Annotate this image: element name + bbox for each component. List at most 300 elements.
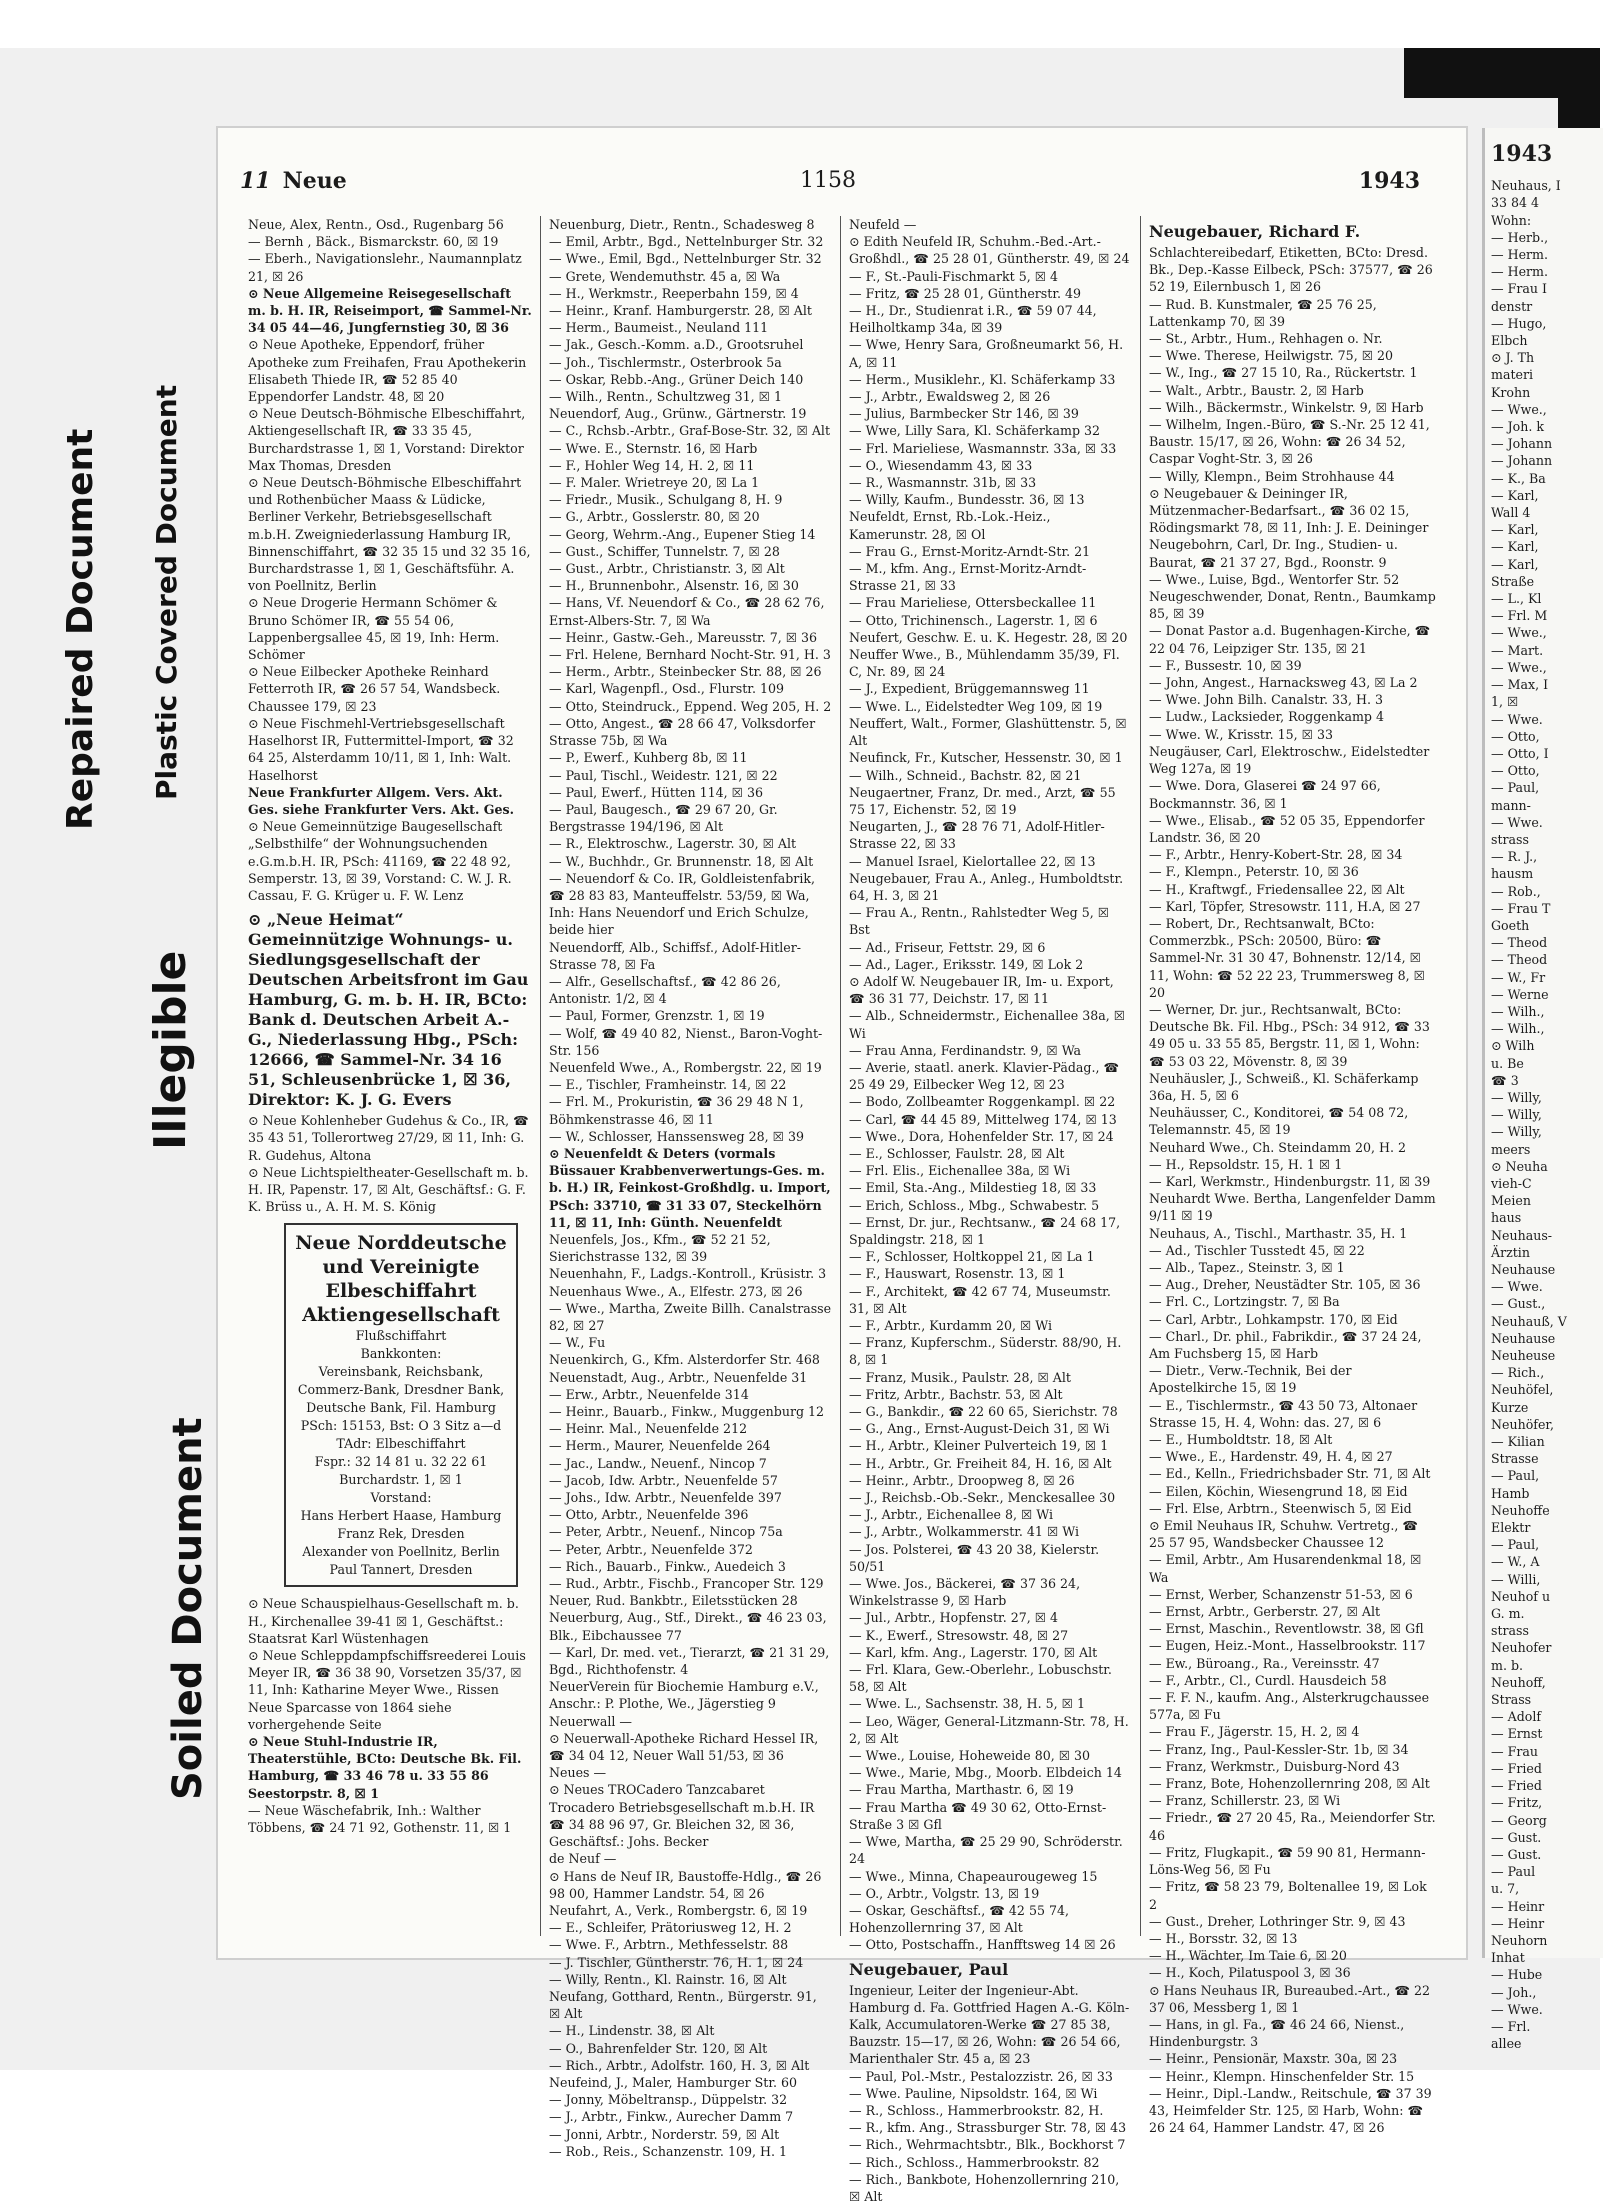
next-page-line: — Theod — [1491, 952, 1548, 968]
directory-entry: — R., Wasmannstr. 31b, ☒ 33 — [849, 475, 1037, 491]
directory-entry: — G., Arbtr., Gosslerstr. 80, ☒ 20 — [549, 509, 760, 525]
directory-entry: de Neuf — — [549, 1851, 617, 1867]
next-page-line: — R. J., — [1491, 849, 1538, 865]
directory-entry: — J., Arbtr., Eichenallee 8, ☒ Wi — [849, 1507, 1054, 1523]
directory-entry: — J., Arbtr., Ewaldsweg 2, ☒ 26 — [849, 389, 1051, 405]
directory-entry: — Wwe., Martha, Zweite Billh. Canalstrasse 82, ☒ 27 — [549, 1300, 832, 1333]
next-page-line: Neuhof u — [1491, 1588, 1551, 1604]
directory-entry: Neugebauer, Paul — [849, 1959, 1009, 1979]
next-page-line: Neuhofer — [1491, 1640, 1552, 1656]
directory-entry: — F., Architekt, ☎ 42 67 74, Museumstr. 31, ☒ Alt — [849, 1283, 1111, 1316]
directory-entry: — Wolf, ☎ 49 40 82, Nienst., Baron-Voght-Str. 156 — [549, 1025, 823, 1058]
directory-entry: — Carl, Arbtr., Lohkampstr. 170, ☒ Eid — [1149, 1311, 1398, 1327]
directory-entry: — Eugen, Heiz.-Mont., Hasselbrookstr. 117 — [1149, 1638, 1426, 1654]
directory-entry: — W., Ing., ☎ 27 15 10, Ra., Rückertstr. 1 — [1149, 365, 1418, 381]
directory-entry: — Walt., Arbtr., Baustr. 2, ☒ Harb — [1149, 382, 1364, 398]
directory-entry: — Wwe., Dora, Hohenfelder Str. 17, ☒ 24 — [849, 1128, 1114, 1144]
advertisement-line: Franz Rek, Dresden — [337, 1526, 465, 1542]
next-page-line: mann- — [1491, 797, 1531, 813]
directory-entry: Neufeind, J., Maler, Hamburger Str. 60 — [549, 2074, 798, 2090]
directory-entry: — Robert, Dr., Rechtsanwalt, BCto: Commerzbk., PSch: 20500, Büro: ☎ Sammel-Nr. 31 30 47, Bohnenstr. 12/14, ☒ 11, Wohn: ☎ 52 22 23, Trummersweg 8, ☒ 20 — [1149, 915, 1425, 1000]
next-page-line: Neuhorn — [1491, 1932, 1548, 1948]
next-page-line: — Max, I — [1491, 677, 1549, 693]
directory-entry: — Carl, ☎ 44 45 89, Mittelweg 174, ☒ 13 — [849, 1111, 1117, 1127]
next-page-line: Elektr — [1491, 1520, 1531, 1536]
directory-entry: ⊙ Neue Eilbecker Apotheke Reinhard Fetterroth IR, ☎ 26 57 54, Wandsbeck. Chaussee 179, ☒ 23 — [248, 664, 501, 714]
directory-entry: ⊙ „Neue Heimat“ Gemeinnützige Wohnungs- u. Siedlungsgesellschaft der Deutschen Arbeitsfront im Gau Hamburg, G. m. b. H. IR, BCto: Bank d. Deutschen Arbeit A.-G., Niederlassung Hbg., PSch: 12666, ☎ Sammel-Nr. 34 16 51, Schleusenbrücke 1, ☒ 36, Direktor: K. J. G. Evers — [248, 910, 529, 1110]
directory-entry: — Wwe. Pauline, Nipsoldstr. 164, ☒ Wi — [849, 2085, 1098, 2101]
directory-entry: ⊙ Neue Fischmehl-Vertriebsgesellschaft Haselhorst IR, Futtermittel-Import, ☎ 32 64 25, Alsterdamm 10/11, ☒ 1, Inh: Walt. Haselhorst — [248, 715, 514, 783]
directory-entry: — F., Arbtr., Henry-Kobert-Str. 28, ☒ 34 — [1149, 847, 1403, 863]
next-page-line: Krohn — [1491, 384, 1531, 400]
next-page-line: ⊙ J. Th — [1491, 350, 1535, 366]
next-page-line: — Werne — [1491, 986, 1549, 1002]
directory-entry: — Jonny, Möbeltransp., Düppelstr. 32 — [549, 2092, 788, 2108]
directory-entry: ⊙ Neue Apotheke, Eppendorf, früher Apotheke zum Freihafen, Frau Apothekerin Elisabeth Thiede IR, ☎ 52 85 40 Eppendorfer Landstr. 48, ☒ 20 — [248, 337, 527, 405]
directory-entry: Neugebauer, Richard F. — [1149, 222, 1361, 241]
directory-entry: — Wwe. Jos., Bäckerei, ☎ 37 36 24, Winkelstrasse 9, ☒ Harb — [849, 1576, 1081, 1609]
directory-entry: — Heinr., Dipl.-Landw., Reitschule, ☎ 37 39 43, Heimfelder Str. 125, ☒ Harb, Wohn: ☎ 26 24 64, Hammer Landstr. 47, ☒ 26 — [1149, 2085, 1432, 2136]
directory-entry: — Frl. Else, Arbtrn., Steenwisch 5, ☒ Eid — [1149, 1500, 1412, 1516]
advertisement-line: Alexander von Poellnitz, Berlin — [302, 1544, 500, 1560]
directory-entry: — Wwe. E., Sternstr. 16, ☒ Harb — [549, 440, 758, 456]
directory-entry: — Oskar, Geschäftsf., ☎ 42 55 74, Hohenzollernring 37, ☒ Alt — [849, 1902, 1069, 1936]
next-page-line: ⊙ Wilh — [1491, 1038, 1535, 1054]
directory-entry: — Wwe, Lilly Sara, Kl. Schäferkamp 32 — [849, 423, 1101, 439]
directory-entry: — Frl. Marieliese, Wasmannstr. 33a, ☒ 33 — [849, 440, 1117, 456]
next-page-line: 1, ☒ — [1491, 694, 1519, 710]
directory-entry: ⊙ Neue Kohlenheber Gudehus & Co., IR, ☎ 35 43 51, Tollerortweg 27/29, ☒ 11, Inh: G. R. Gudehus, Altona — [248, 1113, 529, 1163]
directory-entry: — F., Klempn., Peterstr. 10, ☒ 36 — [1149, 864, 1359, 880]
directory-entry: — Wilh., Schneid., Bachstr. 82, ☒ 21 — [849, 767, 1082, 783]
next-page-line: — Joh. k — [1491, 419, 1544, 435]
next-page-line: meers — [1491, 1141, 1531, 1157]
next-page-line: — Frl. — [1491, 2018, 1531, 2034]
directory-entry: Neue, Alex, Rentn., Osd., Rugenbarg 56 — [248, 217, 504, 232]
directory-entry: ⊙ Neue Allgemeine Reisegesellschaft m. b. H. IR, Reiseimport, ☎ Sammel-Nr. 34 05 44—46, Jungfernstieg 30, ☒ 36 — [248, 285, 532, 336]
directory-entry: — Wwe. Therese, Heilwigstr. 75, ☒ 20 — [1149, 348, 1394, 364]
directory-entry: — Paul, Former, Grenzstr. 1, ☒ 19 — [549, 1008, 765, 1024]
directory-entry: — H., Wächter, Im Taie 6, ☒ 20 — [1149, 1948, 1347, 1964]
directory-entry: — Ad., Lager., Eriksstr. 149, ☒ Lok 2 — [849, 956, 1084, 972]
next-page-line: — Frau — [1491, 1743, 1538, 1759]
directory-entry: Neufinck, Fr., Kutscher, Hessenstr. 30, ☒ 1 — [849, 750, 1123, 766]
directory-entry: — J., Reichsb.-Ob.-Sekr., Menckesallee 30 — [849, 1490, 1116, 1506]
advertisement-box — [284, 1223, 518, 1587]
directory-entry: — H., Lindenstr. 38, ☒ Alt — [549, 2023, 715, 2039]
directory-entry: — Wilh., Bäckermstr., Winkelstr. 9, ☒ Harb — [1149, 399, 1424, 415]
directory-entry: — E., Humboldtstr. 18, ☒ Alt — [1149, 1432, 1333, 1448]
directory-entry: ⊙ Neue Deutsch-Böhmische Elbeschiffahrt, Aktiengesellschaft IR, ☎ 33 35 45, Burchardstrasse 1, ☒ 1, Vorstand: Direktor Max Thomas, Dresden — [248, 406, 526, 473]
directory-entry: — Friedr., ☎ 27 20 45, Ra., Meiendorfer Str. 46 — [1149, 1810, 1436, 1843]
directory-entry: — H., Repsoldstr. 15, H. 1 ☒ 1 — [1149, 1156, 1343, 1172]
next-page-line: — W., A — [1491, 1554, 1540, 1570]
directory-entry: — Leo, Wäger, General-Litzmann-Str. 78, H. 2, ☒ Alt — [849, 1713, 1129, 1746]
directory-entry: — Wwe., E., Hardenstr. 49, H. 4, ☒ 27 — [1149, 1449, 1393, 1465]
directory-entry: — Rud. B. Kunstmaler, ☎ 25 76 25, Lattenkamp 70, ☒ 39 — [1149, 296, 1377, 329]
directory-entry: — Ed., Kelln., Friedrichsbader Str. 71, ☒ Alt — [1149, 1466, 1431, 1482]
directory-entry: — E., Schlosser, Faulstr. 28, ☒ Alt — [849, 1145, 1065, 1161]
directory-entry: — Erw., Arbtr., Neuenfelde 314 — [549, 1386, 749, 1402]
directory-entry: ⊙ Neuenfeldt & Deters (vormals Büssauer Krabbenverwertungs-Ges. m. b. H.) IR, Feinkost-Großhdlg. u. Import, PSch: 33710, ☎ 31 33 07, Steckelhörn 11, ☒ 11, Inh: Günth. Neuenfeldt — [549, 1145, 831, 1230]
directory-entry: Neuffert, Walt., Former, Glashüttenstr. 5, ☒ Alt — [849, 715, 1127, 749]
directory-entry: Neugeschwender, Donat, Rentn., Baumkamp 85, ☒ 39 — [1149, 589, 1436, 622]
directory-entry: — Dietr., Verw.-Technik, Bei der Apostelkirche 15, ☒ 19 — [1149, 1363, 1352, 1396]
directory-entry: Neuenfeld Wwe., A., Rombergstr. 22, ☒ 19 — [549, 1059, 822, 1075]
directory-entry: — Johs., Idw. Arbtr., Neuenfelde 397 — [549, 1490, 782, 1506]
next-page-line: — Karl, — [1491, 539, 1539, 555]
directory-entry: — Alb., Schneidermstr., Eichenallee 38a, ☒ Wi — [849, 1008, 1126, 1041]
directory-entry: — Willy, Rentn., Kl. Rainstr. 16, ☒ Alt — [549, 1971, 787, 1987]
directory-entry: — F., Arbtr., Cl., Curdl. Hausdeich 58 — [1149, 1672, 1387, 1688]
column-3 — [840, 216, 1140, 2204]
directory-entry: — Herm., Baumeist., Neuland 111 — [549, 320, 769, 336]
directory-entry: Neugebohrn, Carl, Dr. Ing., Studien- u. Baurat, ☎ 21 37 27, Bgd., Roonstr. 9 — [1149, 537, 1398, 570]
next-page-line: — Wilh., — [1491, 1003, 1545, 1019]
next-page-line: Inhat — [1491, 1950, 1525, 1966]
directory-entry: — H., Borsstr. 32, ☒ 13 — [1149, 1930, 1298, 1946]
directory-entry: — St., Arbtr., Hum., Rehhagen o. Nr. — [1149, 331, 1383, 347]
directory-entry: ⊙ Neue Stuhl-Industrie IR, Theaterstühle, BCto: Deutsche Bk. Fil. Hamburg, ☎ 33 46 78 u. 33 55 86 Seestorpstr. 8, ☒ 1 — [248, 1733, 522, 1801]
next-page-line: — Theod — [1491, 935, 1548, 951]
directory-entry: — Wwe. John Bilh. Canalstr. 33, H. 3 — [1149, 692, 1384, 708]
directory-entry: — Karl, Werkmstr., Hindenburgstr. 11, ☒ 39 — [1149, 1173, 1431, 1189]
directory-entry: — H., Dr., Studienrat i.R., ☎ 59 07 44, Heilholtkamp 34a, ☒ 39 — [849, 303, 1097, 336]
directory-entry: — Frau Martha, Marthastr. 6, ☒ 19 — [849, 1782, 1074, 1798]
directory-entry: — Erich, Schloss., Mbg., Schwabestr. 5 — [849, 1197, 1100, 1213]
next-page-line: denstr — [1491, 298, 1533, 314]
next-page-line: — Wilh., — [1491, 1021, 1545, 1037]
directory-page — [218, 128, 1466, 2204]
directory-entry: — F., Arbtr., Kurdamm 20, ☒ Wi — [849, 1318, 1053, 1333]
directory-entry: — Herm., Musiklehr., Kl. Schäferkamp 33 — [849, 371, 1116, 387]
directory-entry: — Heinr., Arbtr., Droopweg 8, ☒ 26 — [849, 1472, 1075, 1488]
directory-entry: Neufahrt, A., Verk., Rombergstr. 6, ☒ 19 — [549, 1902, 808, 1918]
directory-entry: — P., Ewerf., Kuhberg 8b, ☒ 11 — [549, 750, 748, 766]
directory-entry: — Wwe. L., Sachsenstr. 38, H. 5, ☒ 1 — [849, 1696, 1085, 1712]
directory-entry: — Frl. M., Prokuristin, ☎ 36 29 48 N 1, Böhmkenstrasse 46, ☒ 11 — [549, 1094, 804, 1127]
next-page-line: u. 7, — [1491, 1881, 1520, 1897]
next-page-line: — Wwe. — [1491, 1279, 1543, 1295]
directory-entry: ⊙ Neue Lichtspieltheater-Gesellschaft m. b. H. IR, Papenstr. 17, ☒ Alt, Geschäftsf.: G. F. K. Brüss u., A. H. M. S. König — [248, 1164, 529, 1215]
directory-entry: Neue Sparcasse von 1864 siehe vorhergehende Seite — [248, 1699, 452, 1732]
next-page-line: — Wwe. — [1491, 814, 1543, 830]
next-page-line: — Gust., — [1491, 1296, 1546, 1312]
next-page-line: — Wwe., — [1491, 625, 1547, 641]
next-page-line: — Karl, — [1491, 487, 1539, 503]
next-page-line: — Karl, — [1491, 556, 1539, 572]
directory-entry: — W., Schlosser, Hanssensweg 28, ☒ 39 — [549, 1128, 804, 1144]
next-page-line: Strass — [1491, 1692, 1532, 1708]
directory-entry: — Paul, Ewerf., Hütten 114, ☒ 36 — [549, 784, 763, 800]
advertisement-line: TAdr: Elbeschiffahrt — [336, 1436, 466, 1452]
directory-entry: ⊙ Adolf W. Neugebauer IR, Im- u. Export, ☎ 36 31 77, Deichstr. 17, ☒ 11 — [849, 973, 1114, 1007]
next-page-line: — Mart. — [1491, 642, 1544, 658]
directory-entry: — Karl, Wagenpfl., Osd., Flurstr. 109 — [549, 681, 784, 697]
directory-entry: ⊙ Neues TROCadero Tanzcabaret Trocadero Betriebsgesellschaft m.b.H. IR ☎ 34 88 96 97, Gr. Bleichen 32, ☒ 36, Geschäftsf.: Johs. Becker — [549, 1782, 815, 1850]
directory-entry: — E., Tischler, Framheinstr. 14, ☒ 22 — [549, 1077, 787, 1093]
directory-entry: — Joh., Tischlermstr., Osterbrook 5a — [549, 354, 782, 370]
directory-entry: Neufert, Geschw. E. u. K. Hegestr. 28, ☒ 20 — [849, 629, 1128, 645]
next-page-line: — Frl. M — [1491, 608, 1548, 624]
directory-entry: — Wwe., Emil, Bgd., Nettelnburger Str. 32 — [549, 251, 822, 267]
directory-entry: — Rich., Bankbote, Hohenzollernring 210, ☒ Alt — [849, 2171, 1120, 2204]
directory-entry: — Friedr., Musik., Schulgang 8, H. 9 — [549, 492, 783, 508]
next-page-line: strass — [1491, 1623, 1529, 1639]
next-page-line: — Gust. — [1491, 1829, 1542, 1845]
directory-entry: — Jak., Gesch.-Komm. a.D., Grootsruhel — [549, 337, 804, 353]
directory-entry: — Wilh., Rentn., Schultzweg 31, ☒ 1 — [549, 389, 782, 405]
directory-entry: ⊙ Neue Gemeinnützige Baugesellschaft „Selbsthilfe“ der Wohnungsuchenden e.G.m.b.H. IR, PSch: 41169, ☎ 22 48 92, Semperstr. 13, ☒ 39, Vorstand: C. W. J. R. Cassau, F. G. Krüger u. F. W. Lenz — [248, 819, 512, 903]
directory-entry: — Frau F., Jägerstr. 15, H. 2, ☒ 4 — [1149, 1724, 1360, 1740]
next-page-year: 1943 — [1491, 141, 1553, 167]
label-repaired-document: Repaired Document — [60, 428, 101, 830]
directory-entry: — W., Buchhdr., Gr. Brunnenstr. 18, ☒ Alt — [549, 853, 814, 869]
next-page-line: — Fried — [1491, 1778, 1542, 1794]
directory-entry: Neuendorf, Aug., Grünw., Gärtnerstr. 19 — [549, 406, 807, 422]
directory-entry: — E., Tischlermstr., ☎ 43 50 73, Altonaer Strasse 15, H. 4, Wohn: das. 27, ☒ 6 — [1149, 1397, 1418, 1430]
next-page-line: — Johann — [1491, 453, 1553, 469]
directory-entry: — Werner, Dr. jur., Rechtsanwalt, BCto: Deutsche Bk. Fil. Hbg., PSch: 34 912, ☎ 33 49 05 u. 33 55 85, Bergstr. 11, ☒ 1, Wohn: ☎ 53 03 22, Mövenstr. 8, ☒ 39 — [1149, 1001, 1430, 1069]
directory-entry: — Rich., Bauarb., Finkw., Auedeich 3 — [549, 1558, 786, 1574]
directory-entry: Neuendorff, Alb., Schiffsf., Adolf-Hitler-Strasse 78, ☒ Fa — [549, 939, 802, 972]
next-page-line: hausm — [1491, 866, 1534, 882]
next-page-line: ⊙ Neuha — [1491, 1158, 1548, 1174]
directory-entry: — Otto, Steindruck., Eppend. Weg 205, H. 2 — [549, 698, 832, 714]
directory-entry: — John, Angest., Harnacksweg 43, ☒ La 2 — [1149, 675, 1418, 691]
directory-entry: — Bodo, Zollbeamter Roggenkampl. ☒ 22 — [849, 1094, 1116, 1110]
directory-entry: — Otto, Trichinensch., Lagerstr. 1, ☒ 6 — [849, 612, 1098, 628]
directory-entry: — Karl, Dr. med. vet., Tierarzt, ☎ 21 31 29, Bgd., Richthofenstr. 4 — [549, 1644, 830, 1678]
directory-entry: — Rob., Reis., Schanzenstr. 109, H. 1 — [549, 2143, 787, 2159]
next-page-line: haus — [1491, 1210, 1522, 1226]
directory-entry: — Herm., Arbtr., Steinbecker Str. 88, ☒ 26 — [549, 664, 822, 680]
next-page-line: — Paul, — [1491, 1537, 1540, 1553]
directory-entry: — Fritz, ☎ 58 23 79, Boltenallee 19, ☒ Lok 2 — [1149, 1879, 1427, 1912]
directory-entry: — Neuendorf & Co. IR, Goldleistenfabrik, ☎ 28 83 83, Manteuffelstr. 53/59, ☒ Wa, Inh: Hans Neuendorf und Erich Schulze, beide hier — [549, 870, 815, 938]
directory-entry: — Frau Martha ☎ 49 30 62, Otto-Ernst-Straße 3 ☒ Gfl — [849, 1799, 1107, 1832]
directory-entry: — R., Elektroschw., Lagerstr. 30, ☒ Alt — [549, 836, 797, 852]
directory-entry: — Ernst, Arbtr., Gerberstr. 27, ☒ Alt — [1149, 1604, 1381, 1620]
directory-entry: — Willy, Klempn., Beim Strohhause 44 — [1149, 468, 1395, 484]
directory-entry: — Wwe. Dora, Glaserei ☎ 24 97 66, Bockmannstr. 36, ☒ 1 — [1149, 778, 1381, 811]
next-page-line: — Johann — [1491, 436, 1553, 452]
directory-entry: ⊙ Neugebauer & Deininger IR, Mützenmacher-Bedarfsart., ☎ 36 02 15, Rödingsmarkt 78, ☒ 11, Inh: J. E. Deininger — [1149, 485, 1429, 536]
next-page-line: — Otto, I — [1491, 745, 1549, 761]
directory-entry: — H., Arbtr., Gr. Freiheit 84, H. 16, ☒ Alt — [849, 1455, 1112, 1471]
next-page-line: — Paul, — [1491, 780, 1540, 796]
directory-entry: — Frau A., Rentn., Rahlstedter Weg 5, ☒ Bst — [849, 905, 1110, 938]
directory-entry: — Hans, Vf. Neuendorf & Co., ☎ 28 62 76, Ernst-Albers-Str. 7, ☒ Wa — [549, 595, 825, 628]
directory-entry: Neugäuser, Carl, Elektroschw., Eidelstedter Weg 127a, ☒ 19 — [1149, 743, 1430, 777]
directory-entry: — W., Fu — [549, 1335, 606, 1351]
directory-entry: Schlachtereibedarf, Etiketten, BCto: Dresd. Bk., Dep.-Kasse Eilbeck, PSch: 37577, ☎ 26 52 19, Eilernbusch 1, ☒ 26 — [1149, 245, 1433, 295]
next-page-line: m. b. — [1491, 1657, 1524, 1673]
directory-entry: — Peter, Arbtr., Neuenfelde 372 — [549, 1541, 753, 1557]
directory-entry: — Wwe. L., Eidelstedter Weg 109, ☒ 19 — [849, 698, 1103, 714]
next-page-line: Neuhoff, — [1491, 1674, 1546, 1690]
directory-entry: — Franz, Ing., Paul-Kessler-Str. 1b, ☒ 34 — [1149, 1741, 1409, 1757]
directory-entry: — G., Ang., Ernst-August-Deich 31, ☒ Wi — [849, 1421, 1110, 1437]
directory-entry: — J., Arbtr., Finkw., Aurecher Damm 7 — [549, 2109, 794, 2125]
directory-entry: — Karl, kfm. Ang., Lagerstr. 170, ☒ Alt — [849, 1644, 1098, 1660]
header-section-number: 11 — [240, 168, 271, 194]
directory-entry: — Gust., Schiffer, Tunnelstr. 7, ☒ 28 — [549, 543, 780, 559]
directory-entry: NeuerVerein für Biochemie Hamburg e.V., Anschr.: P. Plothe, We., Jägerstieg 9 — [549, 1679, 819, 1712]
directory-entry: — Karl, Töpfer, Stresowstr. 111, H.A, ☒ 27 — [1149, 898, 1421, 914]
directory-entry: Neugaertner, Franz, Dr. med., Arzt, ☎ 55 75 17, Eichenstr. 52, ☒ 19 — [849, 784, 1116, 817]
directory-entry: — Emil, Arbtr., Am Husarendenkmal 18, ☒ Wa — [1149, 1552, 1422, 1585]
directory-entry: Neue Frankfurter Allgem. Vers. Akt. Ges. siehe Frankfurter Vers. Akt. Ges. — [248, 784, 514, 817]
directory-entry: — Frl. C., Lortzingstr. 7, ☒ Ba — [1149, 1294, 1340, 1310]
header-left — [240, 168, 347, 194]
next-page-line: materi — [1491, 367, 1534, 383]
directory-entry: — J. Tischler, Güntherstr. 76, H. 1, ☒ 24 — [549, 1954, 804, 1970]
next-page-line: — Wwe., — [1491, 401, 1547, 417]
label-illegible: Illegible — [145, 950, 196, 1150]
advertisement-line: Vereinsbank, Reichsbank, Commerz-Bank, Dresdner Bank, Deutsche Bank, Fil. Hamburg — [297, 1364, 505, 1416]
directory-entry: — Wwe, Henry Sara, Großneumarkt 56, H. A, ☒ 11 — [849, 337, 1124, 370]
directory-entry: — O., Bahrenfelder Str. 120, ☒ Alt — [549, 2040, 768, 2056]
next-page-line: — K., Ba — [1491, 470, 1546, 486]
directory-entry: — Frl. Elis., Eichenallee 38a, ☒ Wi — [849, 1163, 1071, 1179]
directory-entry: — Franz, Musik., Paulstr. 28, ☒ Alt — [849, 1369, 1071, 1385]
advertisement-line: Vorstand: — [370, 1490, 432, 1506]
next-page-line: Neuhöfer, — [1491, 1416, 1555, 1432]
directory-entry: — Heinr., Bauarb., Finkw., Muggenburg 12 — [549, 1404, 825, 1420]
directory-entry: Neugebauer, Frau A., Anleg., Humboldtstr. 64, H. 3, ☒ 21 — [849, 870, 1124, 903]
directory-entry: ⊙ Emil Neuhaus IR, Schuhw. Vertretg., ☎ 25 57 95, Wandsbecker Chaussee 12 — [1149, 1518, 1419, 1551]
directory-entry: — Otto, Arbtr., Neuenfelde 396 — [549, 1507, 749, 1523]
directory-entry: — Wwe., Elisab., ☎ 52 05 35, Eppendorfer Landstr. 36, ☒ 20 — [1149, 812, 1425, 845]
directory-entry: Neuenhahn, F., Ladgs.-Kontroll., Krüsistr. 3 — [549, 1266, 827, 1282]
directory-entry: — Franz, Werkmstr., Duisburg-Nord 43 — [1149, 1758, 1400, 1774]
directory-entry: — F., Bussestr. 10, ☒ 39 — [1149, 657, 1302, 673]
directory-entry: — Ad., Tischler Tusstedt 45, ☒ 22 — [1149, 1242, 1365, 1258]
directory-entry: — Aug., Dreher, Neustädter Str. 105, ☒ 36 — [1149, 1277, 1421, 1293]
directory-entry: — H., Arbtr., Kleiner Pulverteich 19, ☒ 1 — [849, 1438, 1109, 1454]
directory-entry: — Emil, Arbtr., Bgd., Nettelnburger Str. 32 — [549, 234, 824, 250]
directory-entry: Neugarten, J., ☎ 28 76 71, Adolf-Hitler-Strasse 22, ☒ 33 — [849, 819, 1105, 852]
column-1 — [240, 216, 540, 1936]
directory-entry: — Franz, Kupferschm., Süderstr. 88/90, H. 8, ☒ 1 — [849, 1335, 1122, 1368]
directory-entry: Neuerburg, Aug., Stf., Direkt., ☎ 46 23 03, Blk., Eibchaussee 77 — [549, 1610, 827, 1643]
directory-entry: — R., kfm. Ang., Strassburger Str. 78, ☒ 43 — [849, 2120, 1127, 2136]
directory-entry: — H., Werkmstr., Reeperbahn 159, ☒ 4 — [549, 285, 799, 301]
next-page-line: Neuhauß, V — [1491, 1313, 1567, 1329]
advertisement-line: Hans Herbert Haase, Hamburg — [300, 1508, 502, 1524]
directory-entry: — Manuel Israel, Kielortallee 22, ☒ 13 — [849, 853, 1096, 869]
advertisement-line: Fspr.: 32 14 81 u. 32 22 61 — [314, 1454, 488, 1470]
directory-entry: — Willy, Kaufm., Bundesstr. 36, ☒ 13 — [849, 492, 1085, 508]
directory-entry: — Franz, Schillerstr. 23, ☒ Wi — [1149, 1793, 1341, 1809]
next-page-line: strass — [1491, 831, 1529, 847]
page-number: 1158 — [800, 168, 856, 193]
directory-entry: Neuhardt Wwe. Bertha, Langenfelder Damm 9/11 ☒ 19 — [1149, 1191, 1436, 1224]
directory-entry: — C., Rchsb.-Arbtr., Graf-Bose-Str. 32, ☒ Alt — [549, 423, 831, 439]
directory-entry: — Rich., Schloss., Hammerbrookstr. 82 — [849, 2154, 1100, 2170]
next-page-line: — Heinr — [1491, 1915, 1545, 1931]
directory-entry: — Frau G., Ernst-Moritz-Arndt-Str. 21 — [849, 543, 1091, 559]
next-page-line: — Ernst — [1491, 1726, 1543, 1742]
directory-entry: — Paul, Pol.-Mstr., Pestalozzistr. 26, ☒ 33 — [849, 2068, 1113, 2084]
column-2 — [540, 216, 840, 2159]
next-page-line: — Heinr — [1491, 1898, 1545, 1914]
directory-entry: — Jos. Polsterei, ☎ 43 20 38, Kielerstr. 50/51 — [849, 1541, 1100, 1574]
directory-entry: Neuenkirch, G., Kfm. Alsterdorfer Str. 468 — [549, 1352, 820, 1368]
next-page-line: — Willy, — [1491, 1107, 1542, 1123]
directory-entry: — Neue Wäschefabrik, Inh.: Walther Többens, ☎ 24 71 92, Gothenstr. 11, ☒ 1 — [248, 1802, 512, 1835]
next-page-line: Neuhause — [1491, 1262, 1556, 1277]
directory-entry: — J., Expedient, Brüggemannsweg 11 — [849, 681, 1090, 697]
next-page-line: — Wwe. — [1491, 711, 1543, 727]
directory-entry: — Jac., Landw., Neuenf., Nincop 7 — [549, 1455, 767, 1471]
directory-entry: — Wwe. F., Arbtrn., Methfesselstr. 88 — [549, 1937, 789, 1953]
directory-entry: — Charl., Dr. phil., Fabrikdir., ☎ 37 24 24, Am Fuchsberg 15, ☒ Harb — [1149, 1328, 1422, 1361]
directory-entry: — Wwe., Louise, Hoheweide 80, ☒ 30 — [849, 1748, 1091, 1764]
directory-entry: Neuenhaus Wwe., A., Elfestr. 273, ☒ 26 — [549, 1283, 803, 1299]
next-page-line: — Joh., — [1491, 1984, 1537, 2000]
directory-entry: — Rich., Wehrmachtsbtr., Blk., Bockhorst 7 — [849, 2137, 1126, 2153]
directory-entry: — Wwe., Minna, Chapeaurougeweg 15 — [849, 1868, 1098, 1884]
directory-entry: — Franz, Bote, Hohenzollernring 208, ☒ Alt — [1149, 1776, 1430, 1792]
next-page-line: — Paul, — [1491, 1468, 1540, 1484]
directory-entry: — Ernst, Dr. jur., Rechtsanw., ☎ 24 68 17, Spaldingstr. 218, ☒ 1 — [849, 1214, 1121, 1247]
directory-entry: — Heinr., Kranf. Hamburgerstr. 28, ☒ Alt — [549, 303, 812, 319]
next-page-line: — Paul — [1491, 1864, 1536, 1880]
header-keyword: Neue — [282, 168, 347, 194]
directory-entry: Neufeld — — [849, 217, 917, 232]
next-page-line: Neuhöfel, — [1491, 1382, 1554, 1398]
next-page-line: — Hube — [1491, 1967, 1543, 1983]
next-page-line: ☎ 3 — [1491, 1072, 1519, 1088]
next-page-line: — Rob., — [1491, 883, 1541, 899]
directory-entry: — Rud., Arbtr., Fischb., Francoper Str. 129 — [549, 1576, 824, 1592]
next-page-text — [1485, 128, 1603, 2052]
directory-entry: — Herm., Maurer, Neuenfelde 264 — [549, 1438, 771, 1454]
advertisement-line: Burchardstr. 1, ☒ 1 — [339, 1472, 463, 1488]
directory-entry: — Fritz, ☎ 25 28 01, Güntherstr. 49 — [849, 285, 1081, 301]
next-page-line: — Karl, — [1491, 522, 1539, 538]
directory-entry: — Eilen, Köchin, Wiesengrund 18, ☒ Eid — [1149, 1483, 1408, 1499]
directory-entry: Neuffer Wwe., B., Mühlendamm 35/39, Fl. C, Nr. 89, ☒ 24 — [849, 647, 1120, 680]
condition-labels — [0, 300, 210, 1800]
directory-entry: Neuer, Rud. Bankbtr., Eiletsstücken 28 — [549, 1593, 798, 1609]
header-year: 1943 — [1358, 168, 1420, 194]
next-page-line: — L., Kl — [1491, 591, 1542, 607]
directory-entry: ⊙ Neue Schleppdampfschiffsreederei Louis Meyer IR, ☎ 36 38 90, Vorsetzen 35/37, ☒ 11, Inh: Katharine Meyer Wwe., Rissen — [248, 1647, 526, 1698]
directory-entry: ⊙ Edith Neufeld IR, Schuhm.-Bed.-Art.-Großhdl., ☎ 25 28 01, Güntherstr. 49, ☒ 24 — [849, 234, 1130, 267]
next-page-line: — Fried — [1491, 1760, 1542, 1776]
directory-entry: Neuhäusser, C., Konditorei, ☎ 54 08 72, Telemannstr. 45, ☒ 19 — [1149, 1105, 1409, 1138]
directory-entry: — F., Hohler Weg 14, H. 2, ☒ 11 — [549, 457, 755, 473]
directory-entry: — F. Maler. Wrietreye 20, ☒ La 1 — [549, 475, 760, 491]
directory-entry: — E., Schleifer, Prätoriusweg 12, H. 2 — [549, 1920, 792, 1936]
advertisement-line: Bankkonten: — [360, 1346, 442, 1362]
next-page-line: Elbch — [1491, 333, 1528, 349]
directory-entry: Neuenburg, Dietr., Rentn., Schadesweg 8 — [549, 217, 815, 232]
directory-entry: — Jonni, Arbtr., Norderstr. 59, ☒ Alt — [549, 2126, 780, 2142]
directory-entry: — Wilhelm, Ingen.-Büro, ☎ S.-Nr. 25 12 41, Baustr. 15/17, ☒ 26, Wohn: ☎ 26 34 52, Caspar Voght-Str. 3, ☒ 26 — [1149, 417, 1430, 467]
next-page-line: vieh-C — [1491, 1175, 1532, 1191]
directory-entry: — Ew., Büroang., Ra., Vereinsstr. 47 — [1149, 1655, 1380, 1671]
next-page-line: — Frau I — [1491, 281, 1547, 297]
directory-entry: ⊙ Neue Schauspielhaus-Gesellschaft m. b. H., Kirchenallee 39-41 ☒ 1, Geschäftst.: Staatsrat Karl Wüstenhagen — [248, 1596, 519, 1646]
page-header — [240, 168, 1440, 204]
directory-entry: Neuhaus, A., Tischl., Marthastr. 35, H. 1 — [1149, 1225, 1408, 1241]
next-page-line: — Wwe., — [1491, 659, 1547, 675]
directory-entry: — Peter, Arbtr., Neuenf., Nincop 75a — [549, 1524, 783, 1540]
